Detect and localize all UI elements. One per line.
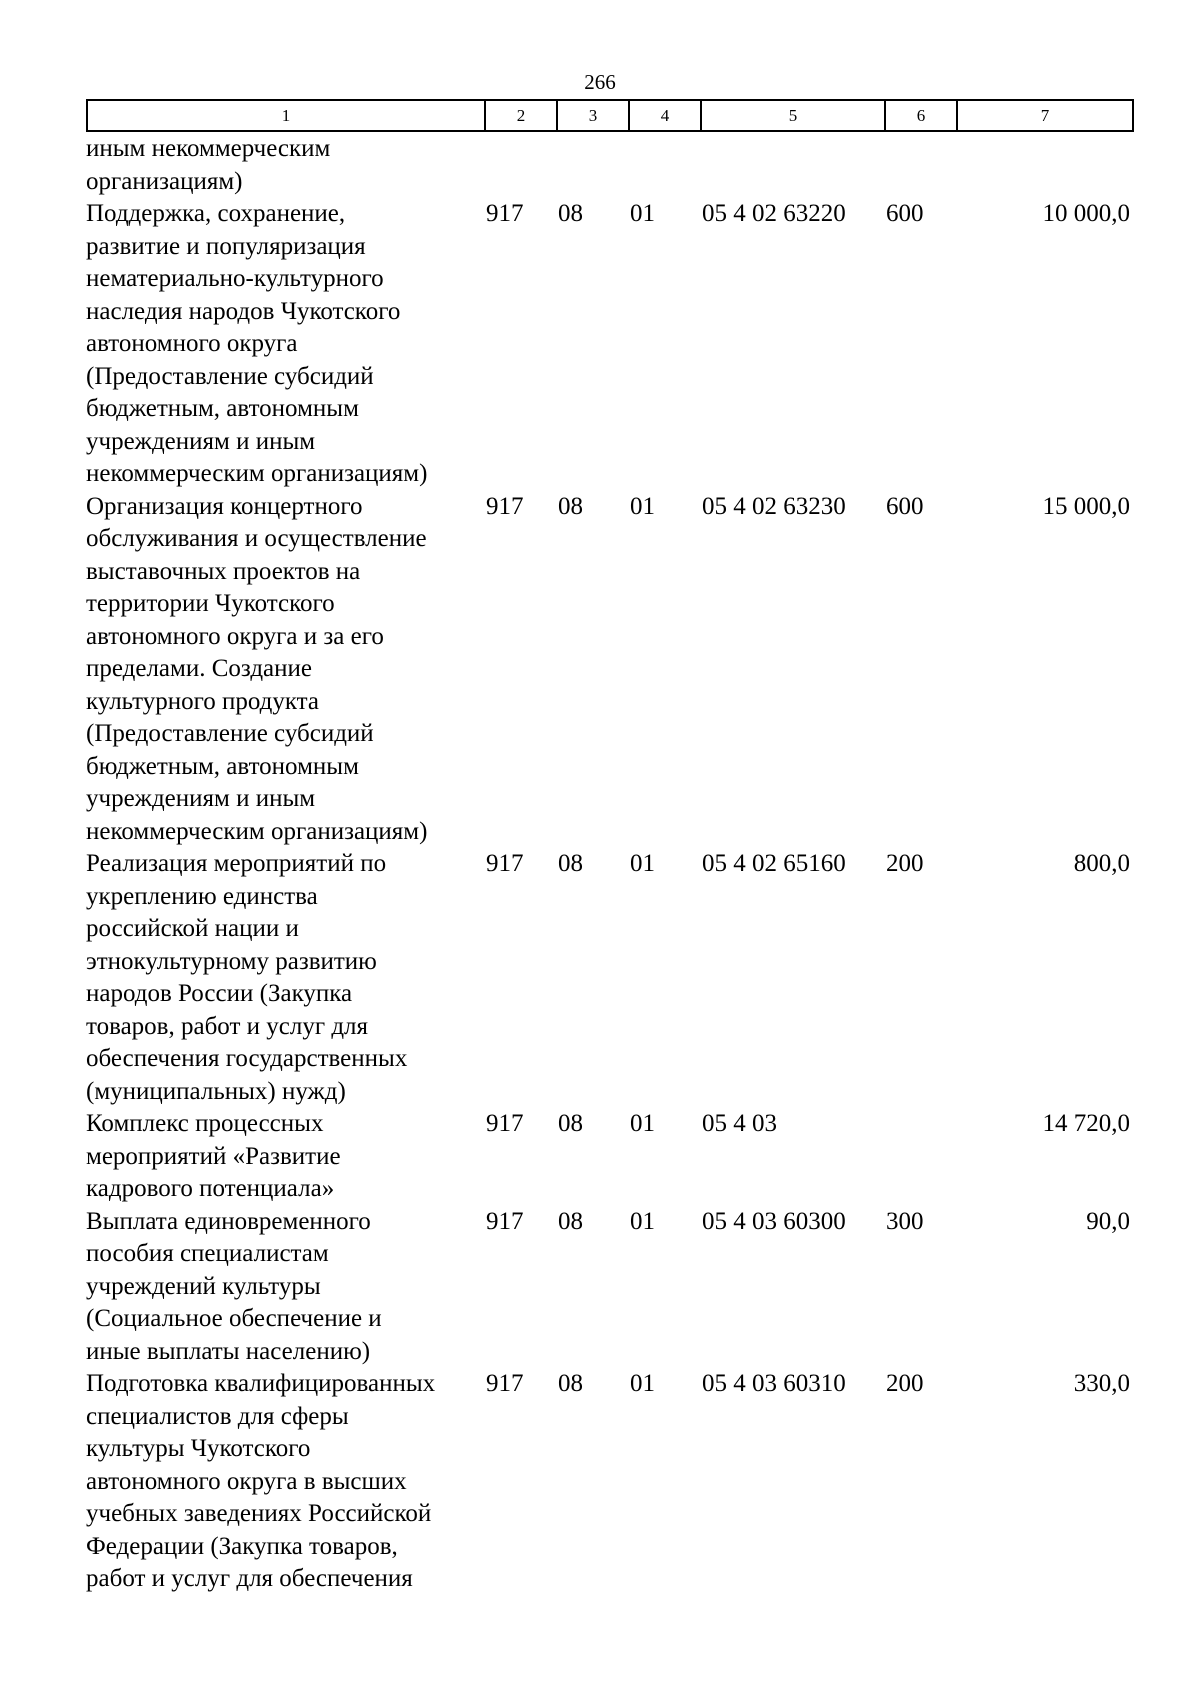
row-col-5: 05 4 03 (702, 1110, 777, 1137)
row-col-2: 917 (486, 492, 524, 520)
column-header-4: 4 (629, 100, 701, 131)
row-name: Выплата единовременного пособия специалистам учреждений культуры (Социальное обеспечение и иные выплаты населению) (86, 1207, 382, 1365)
row-col-4: 01 (630, 492, 655, 520)
row-name: Реализация мероприятий по укреплению единства российской нации и этнокультурному развитию народов России (Закупка товаров, работ и услуг для обеспечения государственных (муниципальных) нужд) (86, 850, 408, 1105)
row-col-2: 917 (486, 850, 524, 877)
row-col-2: 917 (486, 200, 524, 227)
row-col-6: 600 (886, 200, 924, 227)
row-col-4: 01 (630, 850, 655, 877)
column-header-7: 7 (957, 100, 1133, 131)
table-row (86, 1108, 1132, 1206)
row-col-6: 600 (886, 492, 924, 520)
row-col-6 (884, 1108, 956, 1206)
row-name: иным некоммерческим организациям) (86, 135, 331, 195)
row-col-2: 917 (486, 1110, 524, 1137)
row-col-3: 08 (558, 492, 583, 520)
row-col-4: 01 (630, 200, 655, 227)
row-name: Подготовка квалифицированных специалистов для сферы культуры Чукотского автономного округа в высших учебных заведениях Российской Федерации (Закупка товаров, работ и услуг для обеспечения (86, 1370, 436, 1592)
table-row (86, 848, 1132, 1108)
row-col-5: 05 4 02 63220 (702, 200, 846, 227)
column-header-1: 1 (87, 100, 485, 131)
row-amount: 800,0 (1073, 850, 1130, 877)
column-header-2: 2 (485, 100, 557, 131)
row-amount: 15 000,0 (1042, 492, 1130, 520)
row-name: Поддержка, сохранение, развитие и популяризация нематериально-культурного наследия народов Чукотского автономного округа (Предоставление субсидий бюджетным, автономным учреждениям и иным некоммерческим организациям) (86, 200, 428, 487)
row-name: Комплекс процессных мероприятий «Развитие кадрового потенциала» (86, 1110, 341, 1202)
row-col-3: 08 (558, 1370, 583, 1397)
row-col-3: 08 (558, 1110, 583, 1137)
row-col-2 (484, 133, 556, 198)
column-header-5: 5 (701, 100, 885, 131)
row-col-5: 05 4 02 65160 (702, 850, 846, 877)
row-col-2: 917 (486, 1370, 524, 1397)
row-amount: 90,0 (1086, 1207, 1130, 1235)
row-amount (956, 133, 1132, 198)
table-row (86, 1368, 1132, 1596)
table-row (86, 198, 1132, 491)
row-col-5 (700, 133, 884, 198)
row-col-4: 01 (630, 1110, 655, 1137)
row-col-6: 200 (886, 850, 924, 877)
row-col-4: 01 (630, 1207, 655, 1235)
table-row (86, 133, 1132, 198)
table-row (86, 491, 1132, 849)
row-amount: 14 720,0 (1042, 1110, 1130, 1137)
row-name: Организация концертного обслуживания и осуществление выставочных проектов на территории Чукотского автономного округа и за его пределами. Создание культурного продукта (Предоставление субсидий бюджетным, автономным учреждениям и иным некоммерческим организациям) (86, 492, 428, 845)
row-col-4 (628, 133, 700, 198)
row-col-5: 05 4 03 60310 (702, 1370, 846, 1397)
table-row (86, 1206, 1132, 1369)
row-col-5: 05 4 02 63230 (702, 492, 846, 520)
row-col-6: 300 (886, 1207, 924, 1235)
row-col-5: 05 4 03 60300 (702, 1207, 846, 1235)
row-amount: 330,0 (1073, 1370, 1130, 1397)
column-header-table (86, 99, 1134, 132)
row-col-3: 08 (558, 850, 583, 877)
column-header-3: 3 (557, 100, 629, 131)
budget-table (86, 133, 1132, 1596)
row-col-6 (884, 133, 956, 198)
row-col-4: 01 (630, 1370, 655, 1397)
column-header-row (87, 100, 1133, 131)
row-col-2: 917 (486, 1207, 524, 1235)
row-col-3: 08 (558, 200, 583, 227)
row-amount: 10 000,0 (1042, 200, 1130, 227)
row-col-3 (556, 133, 628, 198)
row-col-6: 200 (886, 1370, 924, 1397)
column-header-6: 6 (885, 100, 957, 131)
page-number: 266 (584, 70, 616, 94)
row-col-3: 08 (558, 1207, 583, 1235)
